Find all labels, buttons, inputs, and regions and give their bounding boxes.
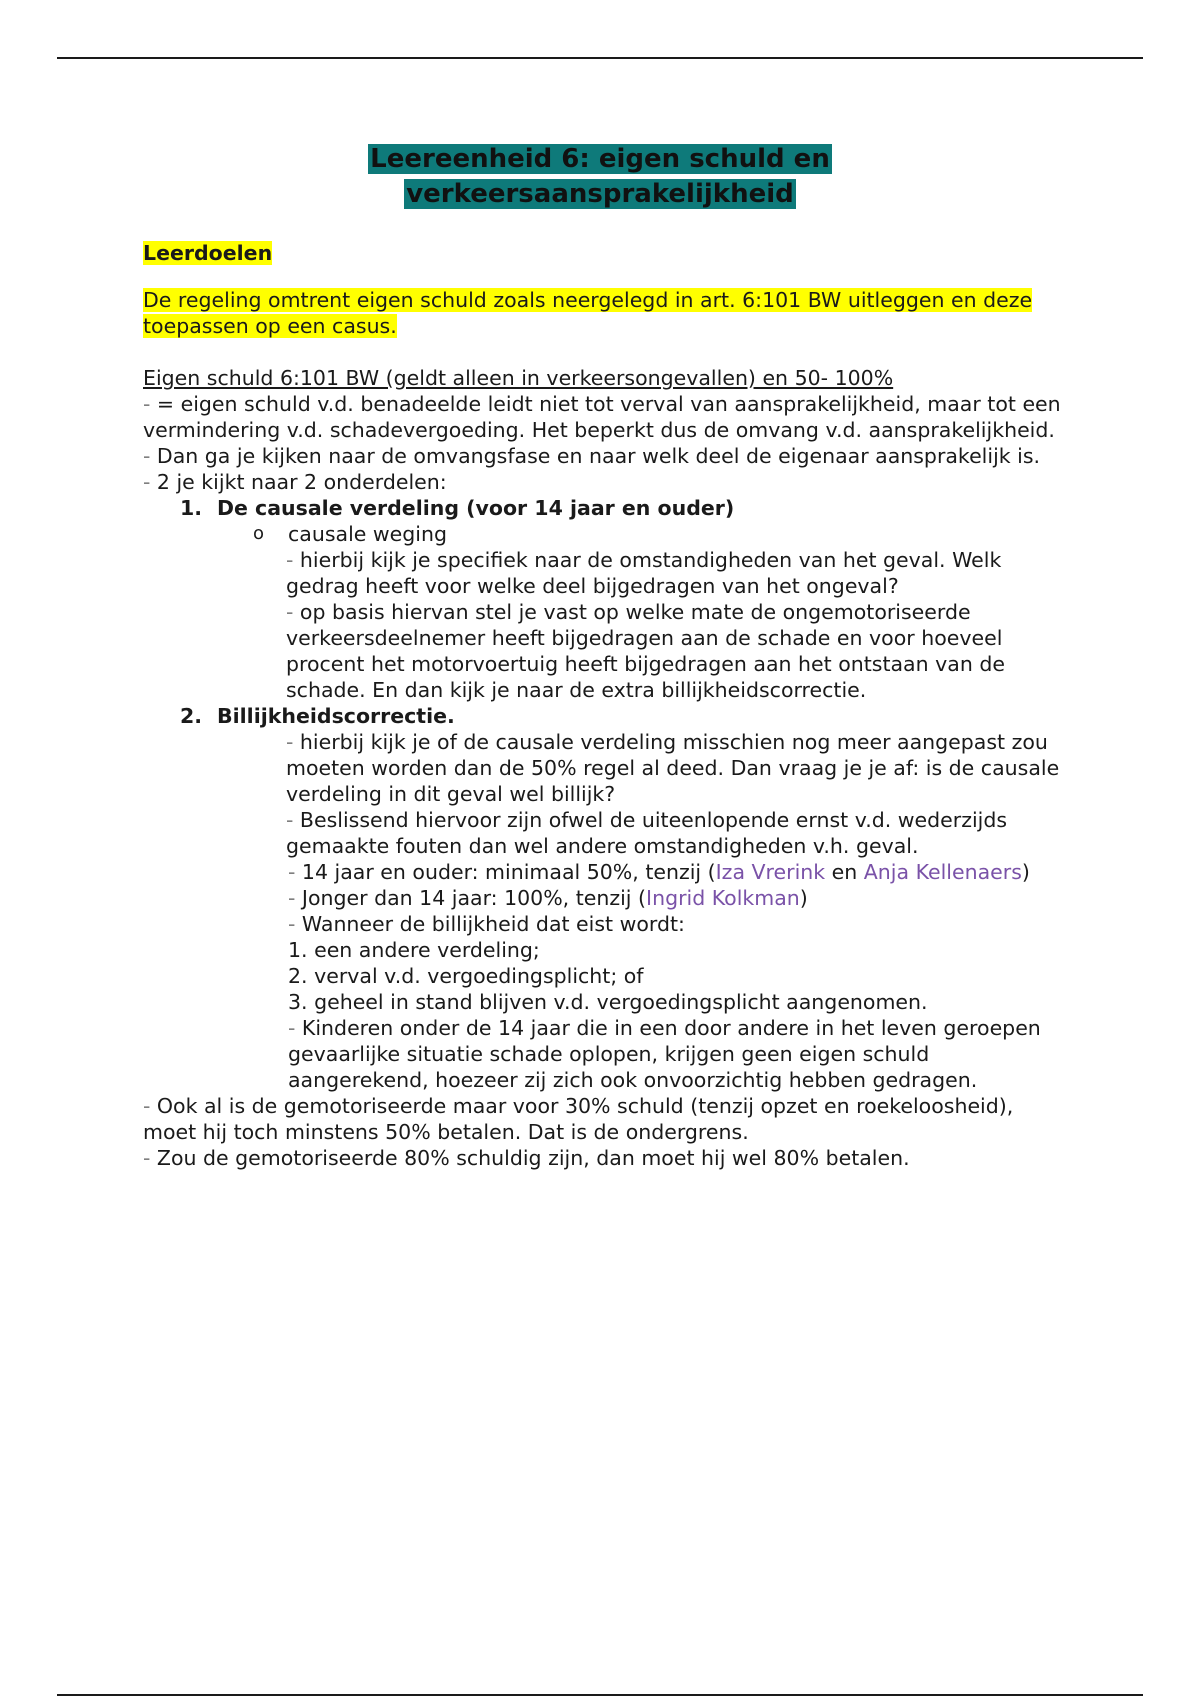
option-1: 1. een andere verdeling; — [288, 938, 540, 962]
title-line-1: Leereenheid 6: eigen schuld en — [370, 144, 830, 174]
section-heading: Eigen schuld 6:101 BW (geldt alleen in verkeersongevallen) en 50- 100% — [143, 366, 894, 390]
intro-line-3: - 2 je kijkt naar 2 onderdelen: — [143, 470, 447, 494]
sub-bullet-label: causale weging — [288, 522, 447, 546]
footer-rule — [57, 1694, 1143, 1696]
intro-line-2: - Dan ga je kijken naar de omvangsfase en naar welk deel de eigenaar aansprakelijk is. — [143, 444, 1041, 468]
billijkheid-point-1: - hierbij kijk je of de causale verdeling misschien nog meer aangepast zou moeten worden dan de 50% regel al deed. Dan vraag je je af: is de causale verdeling in dit geval wel billijk? — [286, 730, 1060, 806]
billijkheid-point-kinderen: - Kinderen onder de 14 jaar die in een door andere in het leven geroepen gevaarlijke situatie schade oplopen, krijgen geen eigen schuld aangerekend, hoezeer zij zich ook onvoorzichtig hebben gedragen. — [288, 1016, 1041, 1092]
page-title — [0, 142, 1200, 212]
closing-line-1: - Ook al is de gemotoriseerde maar voor 30% schuld (tenzij opzet en roekeloosheid), moet hij toch minstens 50% betalen. Dat is de ondergrens. — [143, 1094, 1014, 1144]
title-line-2: verkeersaansprakelijkheid — [406, 179, 794, 209]
header-rule — [57, 57, 1143, 59]
leerdoelen-heading: Leerdoelen — [143, 241, 273, 265]
circle-bullet-icon: o — [253, 523, 265, 544]
sub-bullet-causale-weging — [143, 521, 1063, 547]
closing-line-2: - Zou de gemotoriseerde 80% schuldig zijn, dan moet hij wel 80% betalen. — [143, 1146, 910, 1170]
causale-point-2: - op basis hiervan stel je vast op welke mate de ongemotoriseerde verkeersdeelnemer heeft bijgedragen aan de schade en voor hoeveel procent het motorvoertuig heeft bijgedragen aan het ontstaan van de schade. En dan kijk je naar de extra billijkheidscorrectie. — [286, 600, 1005, 702]
document-body — [143, 240, 1063, 1171]
option-3: 3. geheel in stand blijven v.d. vergoedingsplicht aangenomen. — [288, 990, 928, 1014]
case-link-anja-kellenaers: Anja Kellenaers — [863, 860, 1022, 884]
list-item-label-2: Billijkheidscorrectie. — [217, 704, 455, 728]
case-link-ingrid-kolkman: Ingrid Kolkman — [646, 886, 800, 910]
billijkheid-point-wanneer: - Wanneer de billijkheid dat eist wordt: — [288, 912, 685, 936]
option-2: 2. verval v.d. vergoedingsplicht; of — [288, 964, 644, 988]
case-link-iza-vrerink: Iza Vrerink — [715, 860, 826, 884]
intro-line-1: - = eigen schuld v.d. benadeelde leidt niet tot verval van aansprakelijkheid, maar tot een vermindering v.d. schadevergoeding. Het beperkt dus de omvang v.d. aansprakelijkheid. — [143, 392, 1061, 442]
billijkheid-point-jonger: - Jonger dan 14 jaar: 100%, tenzij (Ingrid Kolkman) — [288, 886, 808, 910]
leerdoel-text: De regeling omtrent eigen schuld zoals neergelegd in art. 6:101 BW uitleggen en deze toepassen op een casus. — [143, 288, 1033, 338]
list-item-label-1: De causale verdeling (voor 14 jaar en ouder) — [217, 496, 735, 520]
list-number-2: 2. — [180, 704, 203, 728]
causale-point-1: - hierbij kijk je specifiek naar de omstandigheden van het geval. Welk gedrag heeft voor welke deel bijgedragen van het ongeval? — [286, 548, 1002, 598]
list-item-billijkheidscorrectie — [143, 703, 1063, 729]
list-number-1: 1. — [180, 496, 203, 520]
billijkheid-point-2: - Beslissend hiervoor zijn ofwel de uiteenlopende ernst v.d. wederzijds gemaakte fouten dan wel andere omstandigheden v.h. geval. — [286, 808, 1008, 858]
list-item-causale-verdeling — [143, 495, 1063, 521]
billijkheid-point-14-jaar: - 14 jaar en ouder: minimaal 50%, tenzij (Iza Vrerink en Anja Kellenaers) — [288, 860, 1030, 884]
